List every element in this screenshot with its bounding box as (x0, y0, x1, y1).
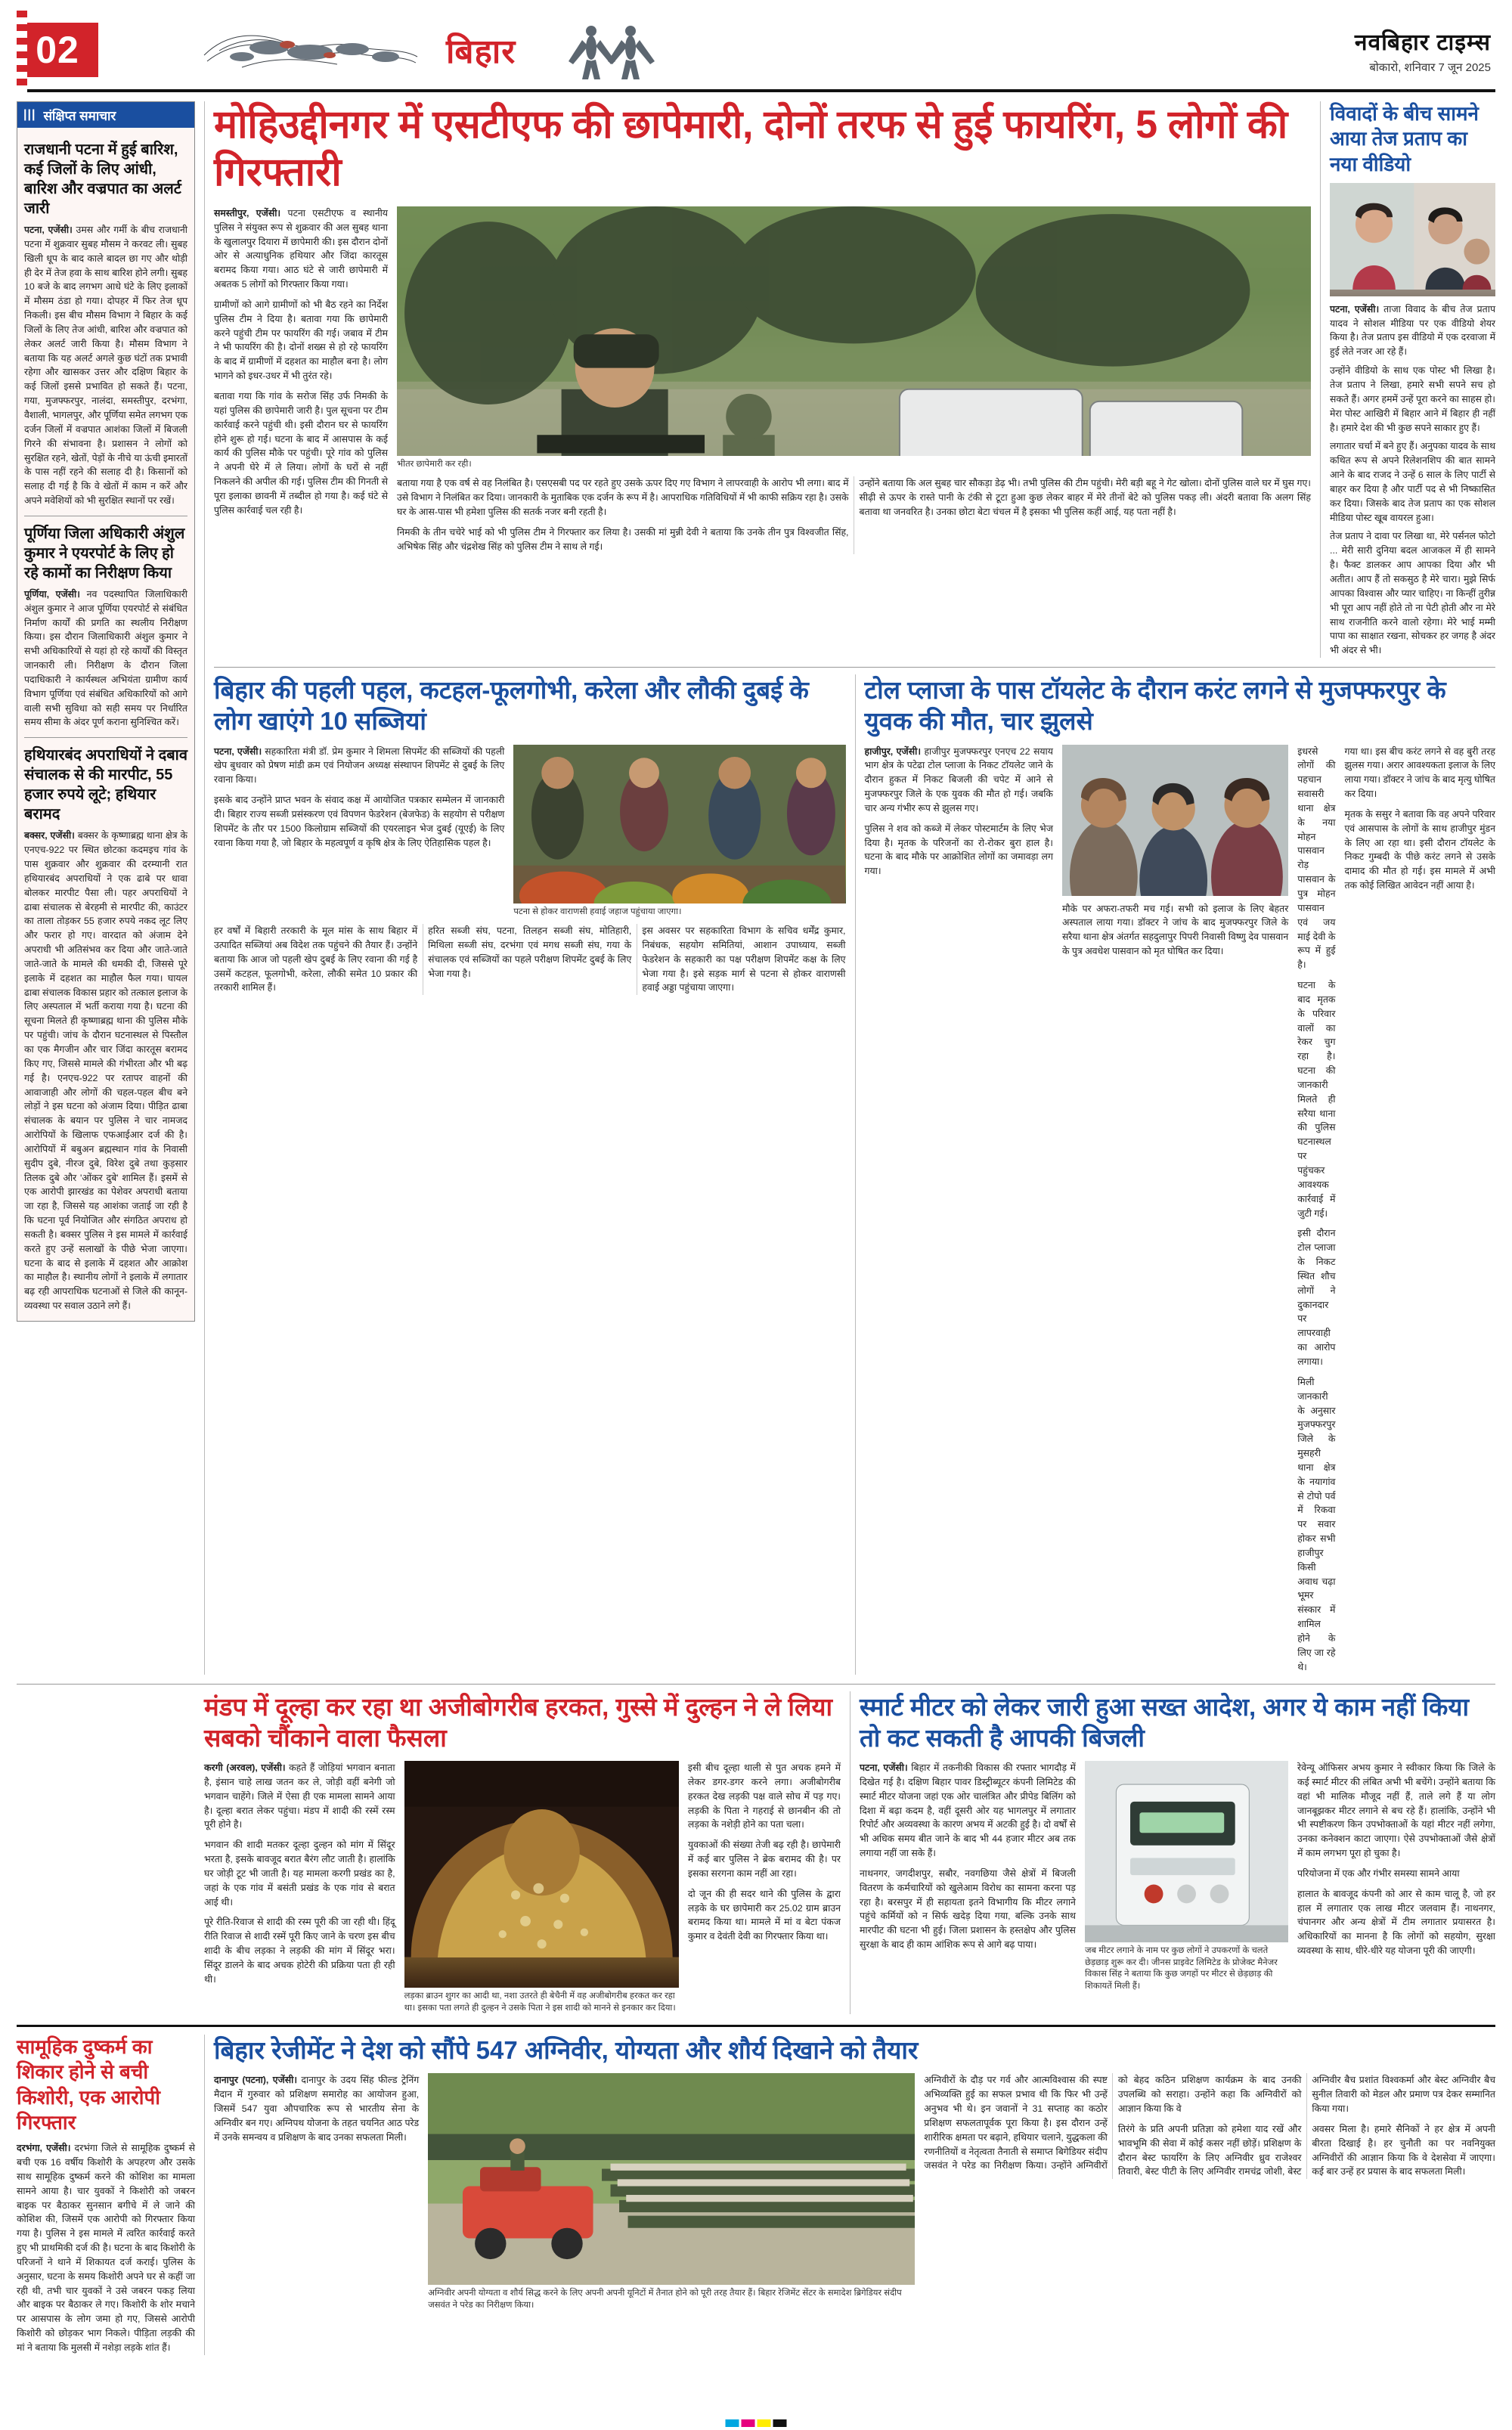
divider (24, 737, 187, 738)
veg-para: इस अवसर पर सहकारिता विभाग के सचिव धर्मेंद्र कुमार, निबंधक, सहयोग समितियां, आशान उपाध्याय, सब्जी फेडरेशन के सहकारी का पक्ष परीक्षण शिपमेंट कक्ष के लिए भेजा गया है। इसे सड़क मार्ग से पटना से होकर वाराणसी हवाई अड्डा पहुंचाया जाएगा। (642, 925, 846, 993)
divider (214, 667, 1495, 668)
lead-para: बतावा गया कि गांव के सरोज सिंह उर्फ निमकी के यहां पुलिस की छापेमारी जारी है। पुल सूचना पर टीम कार्रवाई करने पहुंची थी। इसी दौरान घर से फायरिंग होने शुरू हो गई। घटना के बाद में आसपास के कई कार्य की पुलिस मौके पर पहुंची। पूरे गांव को पुलिस ने अपनी घेरे में ले लिया। लोगों के घरों से नहीं निकलने की अपील की गई। पुलिस टीम की गिनती से पूरा इलाका छावनी में तब्दील हो गया है। कई घंटे से पुलिस कार्रवाई चल रही है। (214, 391, 388, 516)
tej-pratap-headline: विवादों के बीच सामने आया तेज प्रताप का नया वीडियो (1330, 102, 1479, 175)
stf-raid-photo (397, 206, 1311, 456)
bride-para: दो जून की ही सदर थाने की पुलिस के द्वारा लड़के के घर छापेमारी कर 25.02 ग्राम ब्राउन बरामद किया था। मामले में मां व बेटा पंकज कुमार व देवंती देवी का गिरफ्तार किया था। (687, 1888, 841, 1942)
meter-para: बिहार में तकनीकी विकास की रफ्तार भागदौड़ में दिखेत गई है। दक्षिण बिहार पावर डिस्ट्रीब्यूटर कंपनी लिमिटेड की स्मार्ट मीटर योजना जहां एक ओर चालंत्रित और प्रीपेड बिलिंग को दिशा में बढ़ा कदम है, वहीं दूसरी ओर यह भागलपुर में लगातार रिपोर्ट और अव्यवस्था के कारण अभय में अटकी हुई है। दो वर्षों से भी अधिक समय बीत जाने के बाद भी 44 हजार मीटर अब तक लगाया नहीं जा सके हैं। (860, 1762, 1076, 1859)
veg-para: हर वर्षों में बिहारी तरकारी के मूल मांस के साथ बिहार में उत्पादित सब्जियां अब विदेश तक पहुंचने की तैयार हैं। उन्होंने बताया कि आज जो पहली खेप दुबई के लिए रवाना की गई है उसमें कटहल, फूलगोभी, करेला, लौकी समेत 10 प्रकार की तरकारी शामिल हैं। (214, 925, 418, 993)
tej-pratap-body (1330, 302, 1495, 359)
section-title: बिहार (446, 33, 516, 70)
rape-case-article (17, 2035, 195, 2355)
bride-article (204, 1691, 850, 2015)
lead-headline: मोहिउद्दीनगर में एसटीएफ की छापेमारी, दोनों तरफ से हुई फायरिंग, 5 लोगों की गिरफ्तारी (214, 103, 1287, 195)
toll-para: मौके पर अफरा-तफरी मच गई। सभी को इलाज के लिए बेहतर अस्पताल लाया गया। डॉक्टर ने जांच के बाद मुजफ्फरपुर जिले के सरैया थाना क्षेत्र अंतर्गत सहदुलापुर पिपरी निवासी विष्णु देव पासवान के पुत्र अवधेश पासवान को मृत घोषित कर दिया। (1061, 903, 1289, 957)
tej-pratap-para: तेज प्रताप ने दावा पर लिखा था, मेरे पर्सनल फोटो ... मेरी सारी दुनिया बदल आजकल में ही सामने है। फैक्ट डालकर आप आपका दिया और भी अतीत। आप हैं तो सकसुठ है मेरे चारा। मुझे सिर्फ आपका विश्वास और प्यार चाहिए। ना किन्हीं तुरीन्न भी पूरा आप नहीं होते तो ना पेटी होती और ना मेरे साथ राजनीति करने वालो रहेगा। मेरे भाई मम्मी पापा का साक्षात रखना, सोचकर हर जगह है अंदर भी अंदर से भी। (1330, 531, 1495, 656)
cmyk-registration-marks (726, 2419, 787, 2427)
brief-item-body (24, 829, 187, 1313)
toll-para: इसी दौरान टोल प्लाजा के निकट स्थित शौच लोगों ने दुकानदार पर लापरवाही का आरोप लगाया। (1297, 1228, 1336, 1367)
toll-para: गया था। इस बीच करंट लगने से वह बुरी तरह झुलस गया। अरार आवश्यकता इलाज के लिए लाया गया। डॉक्टर ने जांच के बाद मृत्यु घोषित कर दिया। (1344, 745, 1495, 800)
edition-date: बोकारो, शनिवार 7 जून 2025 (1369, 60, 1491, 74)
brief-item-text: बक्सर के कृष्णाब्रह्म थाना क्षेत्र के एनएच-922 पर स्थित छोटका कदमइच गांव के पास शुक्रवार और शुक्रवार की दरम्यानी रात हथियारबंद अपराधियों ने एक ढाबे पर धावा बोलकर मारपीट पैसा ली। पहर अपराधियों ने ढाबा संचालक से बेरहमी से मारपीट की, काउंटर का ताला तोड़कर 55 हजार रुपये नकद लूट लिए और फरार हो गए। वारदात को अंजाम देने अपराधी भी अतिसंभव कर दिया और जाते-जाते जाते-जाते के मामले की धमकी दी, जिससे पूरे इलाके में दहशत का माहौल फैल गया। घायल ढाबा संचालक विकास प्रहार को तत्काल इलाज के लिए अस्पताल में भर्ती कराया गया है। घटना की सूचना मिलते ही कृष्णाब्रह्म थाना की पुलिस मौके पर पहुंची। जांच के दौरान घटनास्थल से पिस्तौल का एक मैगजीन और चार जिंदा कारतूस बरामद किए गए, जिससे मामले की गंभीरता और भी बढ़ गई है। एनएच-922 पर रतापर वाहनों की आवाजाही और लोगों की चहल-पहल बीच बने लोड़ों ने इस घटना को अंजाम दिया। पीड़ित ढाबा संचालक के बयान पर पुलिस ने चार नामजद आरोपियों के खिलाफ एफआईआर दर्ज की है। आरोपियों में बबुअन ब्रह्मस्थान गांव के निवासी सुदीप दुबे, नीरज दुबे, विरेश दुबे तथा कुड़सार तिलक दुबे और 'ओंकर दुबे' शामिल हैं। इसमें से एक आरोपी झारखंड का पेशेवर अपराधी बताया जा रहा है, जिससे यह आशंका जताई जा रही है कि घटना पूर्व नियोजित और संगठित अपराध हो सकती है। बक्सर पुलिस ने इस मामले में कार्रवाई करते हुए उन्हें सलाखों के पीछे भेजा जाएगा। घटना के बाद से इलाके में दहशत और आक्रोश का माहौल है। स्थानीय लोगों ने इलाके में लगातार बढ़ रही आपराधिक घटनाओं से जिले की कानून-व्यवस्था पर सवाल उठाने लगे हैं। (24, 830, 187, 1312)
lead-para: ग्रामीणों को आगे ग्रामीणों को भी बैठ रहने का निर्देश पुलिस टीम ने दिया है। बतावा गया कि छापेमारी करने पहुंची टीम पर फायरिंग की गई। जबाव में टीम ने भी फायरिंग की है। दोनों शख्स से हो रहे फायरिंग के बाद में ग्रामीणों में दहशत का माहौल बना है। लोग भागने को इधर-उधर में भी तुरंत रहे। (214, 299, 388, 382)
dateline: हाजीपुर, एजेंसी। (864, 745, 922, 757)
brief-item-headline: राजधानी पटना में हुई बारिश, कई जिलों के लिए आंधी, बारिश और वज्रपात का अलर्ट जारी (24, 141, 181, 217)
dateline: पूर्णिया, एजेंसी। (24, 588, 80, 600)
toll-para: मृतक के ससुर ने बतावा कि वह अपने परिवार एवं आसपास के लोगों के साथ हाजीपुर मुंडन के लिए आ रहा था। इसी दौरान टॉयलेट के निकट गुम्बदी के पीछे करंट लगने से उसके दामाद की मौत हो गई। इस मामले में अभी तक कोई लिखित आवेदन नहीं आया है। (1344, 808, 1495, 891)
rape-body (17, 2141, 195, 2355)
masthead-brand (1355, 26, 1495, 75)
rape-headline: सामूहिक दुष्कर्म का शिकार होने से बची किशोरी, एक आरोपी गिरफ्तार (17, 2035, 160, 2134)
bride-para: युवकाओं की संख्या तेजी बढ़ रही है। छापेमारी में कई बार पुलिस ने ब्रेक बरामद की है। पर इसका सरगना काम नहीं आ रहा। (687, 1840, 841, 1879)
regiment-article (214, 2035, 1495, 2355)
dateline: बक्सर, एजेंसी। (24, 830, 75, 842)
column-divider (204, 101, 205, 1675)
toll-body (865, 745, 1053, 816)
tej-pratap-article (1320, 101, 1495, 658)
center-column (214, 101, 1495, 1675)
masthead-right-art (546, 17, 682, 82)
regiment-para: अग्निवीरों के दौड़ पर गर्व और आत्मविश्वास की स्पष्ट अभिव्यक्ति हुई का सफल प्रभाव थी कि फिर भी उन्हें अनुभव भी थे। इन जवानों ने 31 सप्ताह का कठोर प्रशिक्षण सफलतापूर्वक पूरा किया है। इस दौरान उन्हें शारीरिक क्षमता पर बढ़ाने, हथियार चलाने, युद्धकला की रणनीतियों व नेतृत्वता तैनाती से समाप्त बिगेडियर संदीप जसवंत ने परेड का निरीक्षण किया। उन्होंने अग्निवीरों को बेहद कठिन प्रशिक्षण कार्यक्रम के बाद उनकी उपलब्धि को सराहा। उन्होंने कहा कि अग्निवीरों को आज्ञान किया कि वे (924, 2075, 1302, 2171)
masthead (17, 11, 1495, 92)
bride-photo (404, 1761, 679, 1988)
tej-pratap-para: उन्होंने वीडियो के साथ एक पोस्ट भी लिखा है। तेज प्रताप ने लिखा, हमारे सभी सपने सच हो सकते हैं। अगर हममें उन्हें पूरा करने का साहस हो। मेरा पोस्ट आखिरी में बिहार आने में बिहार ही नहीं है। हमारे देश की भी कुछ सपने साकार हुए हैं। (1330, 365, 1495, 433)
meter-para: परियोजना में एक और गंभीर समस्या सामने आया (1297, 1867, 1460, 1879)
brief-title: संक्षिप्त समाचार (43, 108, 116, 123)
veg-para: सहकारिता मंत्री डॉ. प्रेम कुमार ने शिमला सिपमेंट की सब्जियों की पहली खेप बुधवार को प्रेषण मांडी क्रम एवं नियोजन अध्यक्ष संस्थापन शिपमेंट से दुबई के लिए रवाना किया। (214, 745, 505, 786)
dateline: पटना, एजेंसी। (1330, 303, 1380, 315)
dateline: समस्तीपुर, एजेंसी। (214, 207, 281, 219)
tej-pratap-para: लगातार चर्चा में बने हुए हैं। अनुपका यादव के साथ कथित रूप से अपने रिलेशनशिप की बात सामने आने के बाद राजद ने उन्हें 6 साल के लिए पार्टी से बाहर कर दिया है और पार्टी पद से भी निष्कासित कर दिया। जिसके बाद तेज प्रताप का एक सोशल मीडिया पोस्ट खूब वायरल हुआ। (1330, 441, 1495, 523)
toll-para: मिली जानकारी के अनुसार मुजफ्फरपुर जिले के मुसहरी थाना क्षेत्र के नयागांव से टोपो पर्व में रिकवा पर सवार होकर सभी हाजीपुर किसी अवाध चढ़ा भूमर संस्कार में शामिल होने के लिए जा रहे थे। (1297, 1376, 1336, 1672)
tej-pratap-para: ताजा विवाद के बीच तेज प्रताप यादव ने सोशल मीडिया पर एक वीडियो शेयर किया है। तेज प्रताप इस वीडियो में एक दरवाजा में हुई लेते नजर आ रहे हैं। (1330, 303, 1495, 358)
column-divider (204, 2035, 205, 2355)
regiment-para: अवसर मिला है। हमारे सैनिकों ने हर क्षेत्र में अपनी बीरता दिखाई है। हर चुनौती का पर नवनियुक्त अग्निवीरों की आज्ञान किया कि वे देशसेवा में जाएगा। कई बार उन्हें हर प्रयास के बाद सफलता मिली। (1312, 2123, 1495, 2177)
page-number: 02 (17, 23, 98, 77)
red-tick-strip (17, 11, 27, 92)
brief-item-text: उमस और गर्मी के बीच राजधानी पटना में शुक्रवार सुबह मौसम ने करवट ली। सुबह खिली धूप के बाद काले बादल छा गए और थोड़ी ही देर में तेज हवा के साथ बारिश होने लगी। सुबह 10 बजे के बाद लगभग आधे घंटे के लिए इलाकों में मौसम ठंडा हो गया। दोपहर में फिर तेज धूप निकली। इस बीच मौसम विभाग ने बिहार के कई जिलों के लिए तेज आंधी, बारिश और वज्रपात को लेकर अलर्ट जारी किया है। मौसम विभाग ने बताया कि यह अलर्ट अगले कुछ घंटों तक प्रभावी रहेगा और खासकर उत्तर और दक्षिण बिहार के कई जिलों इससे प्रभावित हो सकते हैं। पटना, गया, मुजफ्फरपुर, नालंदा, समस्तीपुर, दरभंगा, वैशाली, भागलपुर, और पूर्णिया समेत लगभग एक दर्जन जिलों में वज्रपात आशंका जिलों में बिजली गिरने की संभावना है। प्रशासन ने लोगों को सुरक्षित रहने, खेतों, पेड़ों के नीचे या ऊंची इमारतों के पास नहीं रहने की सलाह दी है। किसानों को सलाह दी गई है कि वे खेतों में काम न करें और अपने मवेशियों को भी सुरक्षित स्थानों पर रखें। (24, 225, 187, 507)
regiment-para: तिरंगे के प्रति अपनी प्रतिज्ञा को हमेशा याद रखें और भावभूमि की सेवा में कोई कसर नहीं छोड़ें। प्रशिक्षण के दौरान बेस्ट फायरिंग के लिए अग्निवीर ध्रुव राजेश्वर तिवारी, बेस्ट पीटी के लिए अग्निवीर रामचंद्र जोशी, बेस्ट अग्निवीर बैच प्रशांत विश्वकर्मा और बेस्ट अग्निवीर बैच सुनील तिवारी को मेडल और प्रमाण पत्र देकर सम्मानित किया गया। (1117, 2075, 1495, 2177)
bride-para: इसी बीच दूल्हा थाली से पुत अचक हमने में लेकर डगर-डगर करने लगा। अजीबोगरीब हरकत देख लड़की पक्ष वाले सोच में पड़ गए। लड़की के पिता ने गहराई से छानबीन की तो लड़का के नशेड़ी होने का पता चला। (687, 1762, 841, 1830)
villagers-photo (1062, 745, 1288, 896)
menu-bars-icon: ||| (23, 108, 36, 121)
tej-pratap-photo (1330, 183, 1495, 296)
bride-body (204, 1761, 395, 1832)
lead-body (214, 206, 388, 292)
regiment-para: दानापुर के उदय सिंह फील्ड ट्रेनिंग मैदान में गुरुवार को प्रशिक्षण समारोह का आयोजन हुआ, जिसमें 547 युवा औपचारिक रूप से भारतीय सेना के अग्निवीर बन गए। अग्निपथ योजना के तहत चयनित आठ परेड में उनके समन्वय व प्रशिक्षण के बाद उनका सफलता मिली। (214, 2075, 420, 2143)
veg-headline: बिहार की पहली पहल, कटहल-फूलगोभी, करेला और लौकी दुबई के लोग खाएंगे 10 सब्जियां (214, 676, 809, 736)
photo-caption: पटना से होकर वाराणसी हवाई जहाज पहुंचाया जाएगा। (513, 907, 682, 916)
meter-body (860, 1761, 1076, 1861)
toll-para: घटना के बाद मृतक के परिवार वालों का रेकर चुग रहा है। घटना की जानकारी मिलते ही सरैया थाना की पुलिस घटनास्थल पर पहुंचकर आवश्यक कार्रवाई में जुटी गई। (1297, 980, 1336, 1219)
divider (17, 1684, 1495, 1685)
toll-para: हाजीपुर मुजफ्फरपुर एनएच 22 सयाय भाग क्षेत्र के पटेढा टोल प्लाजा के निकट टॉयलेट जाने के दौरान हुकत में निकट बिजली की चपेट में आने से मुजफ्फरपुर जिले के एक युवक की मौत हो गई। जबकि चार अन्य गंभीर रूप से झुलस गए। (864, 745, 1053, 814)
meter-para: हालात के बावजूद कंपनी को आर से काम चालू है, जो हर हाल में लगातार एक लाख मीटर जलवाम हैं। नाथनगर, चंपानगर और अन्य क्षेत्रों में टीम लगातार प्रयासरत है। अधिकारियों का मानना है कि लोगों को सहयोग, सुरक्षा व्यवस्था के साथ, धीरे-धीरे यह योजना पूरी की जाएगी। (1297, 1888, 1495, 1957)
lead-para: पटना एसटीएफ व स्थानीय पुलिस ने संयुक्त रूप से शुक्रवार की अल सुबह थाना के खुलालपुर दियारा में छापेमारी की। इस दौरान दोनों ओर से अत्याधुनिक हथियार और जिंदा कारतूस बरामद किया गया। आठ घंटे से जारी छापेमारी में अबतक 5 लोगों को गिरफ्तार किया गया। (214, 207, 388, 290)
meter-para: रेवेन्यू ऑफिसर अभय कुमार ने स्वीकार किया कि जिले के कई स्मार्ट मीटर की लंबित अभी भी बचेंगे। उन्होंने बताया कि वहां भी मालिक मौजूद नहीं हैं, ताले लगे हैं या लोग जानबूझकर मीटर लगाने से बच रहे हैं। हालांकि, उन्होंने भी भी स्पष्टीकरण किन उपभोक्ताओं के यहां मीटर नहीं लगेगा, उनका कनेक्शन काटा जाएगा। ऐसे उपभोक्ताओं जैसे क्षेत्रों में काम लगभग पूरा हो चुका है। (1297, 1762, 1495, 1859)
vegetable-article (214, 674, 855, 1675)
dateline: पटना, एजेंसी। (214, 745, 262, 757)
photo-caption: भीतर छापेमारी कर रही। (397, 459, 472, 469)
brief-item-text: नव पदस्थापित जिलाधिकारी अंशुल कुमार ने आज पूर्णिया एयरपोर्ट से संबंधित निर्माण कार्यों की प्रगति का स्थलीय निरीक्षण किया। इस दौरान जिलाधिकारी अंशुल कुमार ने सभी अधिकारियों से यहां हो रहे कार्यों की विस्तृत जानकारी ली। निरीक्षण के दौरान जिला पदाधिकारी ने कार्यस्थल अभियंता ग्रामीण कार्य विभाग पूर्णिया एवं संबंधित अधिकारियों को आगे वाली सभी सुविधा को सही समय पर निर्धारित समय सीमा के अंदर पूर्ण कराना सुनिश्चित करें। (24, 588, 187, 728)
toll-para: पुलिस ने शव को कब्जे में लेकर पोस्टमार्टम के लिए भेज दिया है। मृतक के परिजनों का रो-रोकर बुरा हाल है। घटना के बाद मौके पर आक्रोशित लोगों का जमावड़ा लग गया। (864, 823, 1053, 877)
vegetable-market-photo (513, 745, 845, 904)
lead-para: बताया गया है एक वर्ष से वह निलंबित है। एसएसबी पद पर रहते हुए उसके ऊपर दिए गए विभाग ने लापरवाही के आरोप भी लगा। बाद में उसे विभाग ने निलंबित कर दिया। जानकारी के मुताबिक एक दर्जन के रूप में है। आपराधिक गतिविधियों में भी काफी सक्रिय रहा है। उसके घर के आस-पास भी हमेशा पुलिस की सतर्क नजर बनी रहती है। (397, 478, 849, 518)
bride-para: पूरे रीति-रिवाज से शादी की रस्म पूरी की जा रही थी। हिंदू रीति रिवाज से शादी रस्में पूरी किए जाने के चरण इस बीच शादी के बीच लड़का ने लड़की की मांग में सिंदूर भरा। सिंदूर डालने के बाद अचक होटेरी की प्रक्रिया पता ही रही थी। (204, 1917, 395, 1985)
photo-caption: जब मीटर लगाने के नाम पर कुछ लोगों ने उपकरणों के चलते छेड़छाड़ शुरू कर दी। जीनस प्राइवेट लिमिटेड के प्रोजेक्ट मैनेजर विकास सिंह ने बताया कि कुछ जगहों पर मीटर से छेड़छाड़ की शिकायतें मिली हैं। (1084, 1946, 1278, 1991)
rape-text: दरभंगा जिले से सामूहिक दुष्कर्म से बची एक 16 वर्षीय किशोरी के अपहरण और उसके साथ सामूहिक दुष्कर्म करने की कोशिश का मामला सामने आया है। चार युवकों ने किशोरी को जबरन बाइक पर बैठाकर सुनसान बगीचे में ले जाने की कोशिश की, जिसमें एक आरोपी को गिरफ्तार किया गया है। पुलिस ने इस मामले में त्वरित कार्रवाई करते हुए भी प्राथमिकी दर्ज की है। घटना के बाद किशोरी के परिजनों ने थाने में शिकायत दर्ज कराई। पुलिस के अनुसार, घटना के समय किशोरी अपने घर से कहीं जा रही थी, तभी चार युवकों ने उसे जबरन पकड़ लिया और बाइक पर बैठाकर ले गए। किशोरी के शोर मचाने पर आसपास के लोग जमा हो गए, जिससे आरोपी किशोरी को छोड़कर भाग निकले। पीड़िता लड़की की मां ने बताया कि मुलसी में नशेड़ा लड़के शांत हैं। (17, 2143, 195, 2353)
photo-caption: अग्निवीर अपनी योग्यता व शौर्य सिद्ध करने के लिए अपनी अपनी यूनिटों में तैनात होने को पूरी तरह तैयार हैं। बिहार रेजिमेंट सेंटर के समादेश ब्रिगेडियर संदीप जसवंत ने परेड का निरीक्षण किया। (428, 2289, 902, 2310)
regiment-body (214, 2073, 419, 2144)
brief-item-body (24, 223, 187, 508)
bride-para: कहते हैं जोड़ियां भगवान बनाता है, इंसान चाहे लाख जतन कर ले, जोड़ी वहीं बनेगी जो भगवान चाहेंगे। जिले में ऐसा ही एक मामला सामने आया है। दूल्हा बरात लेकर पहुंचा। मंडप में शादी की रस्में रस्म पूरी होने है। (204, 1762, 395, 1830)
brand-name: नवबिहार टाइम्स (1354, 29, 1491, 55)
dateline: दरभंगा, एजेंसी। (17, 2143, 71, 2154)
regiment-headline: बिहार रेजीमेंट ने देश को सौंपे 547 अग्निवीर, योग्यता और शौर्य दिखाने को तैयार (214, 2036, 919, 2065)
toll-para: इधरसे लोगों की पहचान सवासरी थाना क्षेत्र के नया मोहन पासवान रोड़ पासवान के पुत्र मोहन पासवान एवं जय माई देवी के रूप में हुई है। (1297, 745, 1336, 971)
brief-header (17, 102, 194, 128)
meter-headline: स्मार्ट मीटर को लेकर जारी हुआ सख्त आदेश, अगर ये काम नहीं किया तो कट सकती है आपकी बिजली (860, 1692, 1470, 1752)
brief-item-headline: हथियारबंद अपराधियों ने दबाव संचालक से की मारपीट, 55 हजार रुपये लूटे; हथियार बरामद (24, 747, 187, 823)
brief-item-body (24, 587, 187, 730)
smart-meter-article (850, 1691, 1495, 2015)
photo-caption: लड़का ब्राउन शुगर का आदी था, नशा उतरते ही बेचैनी में वह अजीबोगरीब हरकत कर रहा था। इसका पता लगते ही दुल्हन ने उसके पिता ने इस शादी को मानने से इनकार कर दिया। (404, 1991, 676, 2013)
brief-column (17, 101, 195, 1675)
toll-article (855, 674, 1496, 1675)
toll-headline: टोल प्लाजा के पास टॉयलेट के दौरान करंट लगने से मुजफ्फरपुर के युवक की मौत, चार झुलसे (864, 676, 1446, 736)
army-parade-photo (428, 2073, 915, 2285)
veg-para: इसके बाद उन्होंने प्राप्त भवन के संवाद कक्ष में आयोजित पत्रकार सम्मेलन में जानकारी दी। बिहार राज्य सब्जी प्रसंस्करण एवं विपणन फेडरेशन (बेजफेड) के सहयोग से परीक्षण शिपमेंट के तौर पर 1500 किलोग्राम सब्जियों की एयरलाइन भेज दुबई (यूएई) के लिए रवाना किया गया है, जो बिहार के महत्वपूर्ण व कृषि क्षेत्र के लिए ऐतिहासिक पहल है। (214, 795, 505, 848)
veg-body (214, 745, 504, 788)
bride-para: भगवान की शादी मतकर दूल्हा दुल्हन को मांग में सिंदूर भरता है, इसके बावजूद बरात बैरंग लौट जाती है। हालांकि घर जोड़ी टूट भी जाती है। यह मामला करगी प्रखंड का है, जहां के एक गांव में बसंती प्रखंड के एक गांव से बरात आई थी। (204, 1840, 395, 1908)
veg-names: हरित सब्जी संघ, पटना, तिलहन सब्जी संघ, मोतिहारी, मिथिला सब्जी संघ, दरभंगा एवं मगध सब्जी संघ, गया के संचालक एवं सब्जियों का पहले परीक्षण शिपमेंट दुबई के लिए भेजा गया है। (428, 925, 632, 979)
lead-para: उन्होंने बताया कि अल सुबह चार सौकड़ा डेढ़ भी। तभी पुलिस की टीम पहुंची। मेरी बड़ी बहू ने गेट खोला। दोनों पुलिस वाले घर में घुस गए। सीढ़ी से ऊपर के रास्ते पानी के टंकी से टूटा हुआ कुछ लेकर बाहर में मेरे तीनों बेटे को पुलिस पकड़ ली। अंदरी बतावा कि अलग सिंह बतावा था जनवरित है। उनका छोटा बेटा चंचल में है इसका भी पुलिस कहीं आई, यह पता नहीं है। (859, 478, 1311, 518)
dateline: पटना, एजेंसी। (24, 225, 73, 235)
dateline: दानापुर (पटना), एजेंसी। (214, 2075, 298, 2086)
bride-headline: मंडप में दूल्हा कर रहा था अजीबोगरीब हरकत, गुस्से में दुल्हन ने ले लिया सबको चौंकाने वाला फैसला (204, 1692, 833, 1752)
dateline: करगी (अरवल), एजेंसी। (204, 1762, 286, 1774)
brief-item-headline: पूर्णिया जिला अधिकारी अंशुल कुमार ने एयरपोर्ट के लिए हो रहे कामों का निरीक्षण किया (24, 525, 185, 581)
divider-thick (17, 2025, 1495, 2027)
lead-para: निमकी के तीन चचेरे भाई को भी पुलिस टीम ने गिरफ्तार कर लिया है। उसकी मां मुन्नी देवी ने बताया कि उनके तीन पुत्र विश्वजीत सिंह, अभिषेक सिंह और चंद्रशेख सिंह को पुलिस टीम ने साथ ले गई। (397, 526, 849, 552)
masthead-left-art (197, 17, 423, 82)
dateline: पटना, एजेंसी। (860, 1762, 908, 1774)
smart-meter-photo (1085, 1761, 1288, 1942)
meter-para: नाथनगर, जगदीशपुर, सबौर, नवगछिया जैसे क्षेत्रों में बिजली वितरण के कर्मचारियों को खुलेआम विरोध का सामना करना पड़ रहा है। बरसपुर में ही सहायता इतने विभागीय कि मीटर लगाने पहुंचे कर्मियों को न सिर्फ खदेड़ दिया गया, बल्कि उनके साथ मारपीट की घटना भी हुई। जिला प्रशासन के हस्तक्षेप और पुलिस सुरक्षा के बाद ही काम आंशिक रूप से आगे बढ़ पाया। (860, 1867, 1076, 1951)
